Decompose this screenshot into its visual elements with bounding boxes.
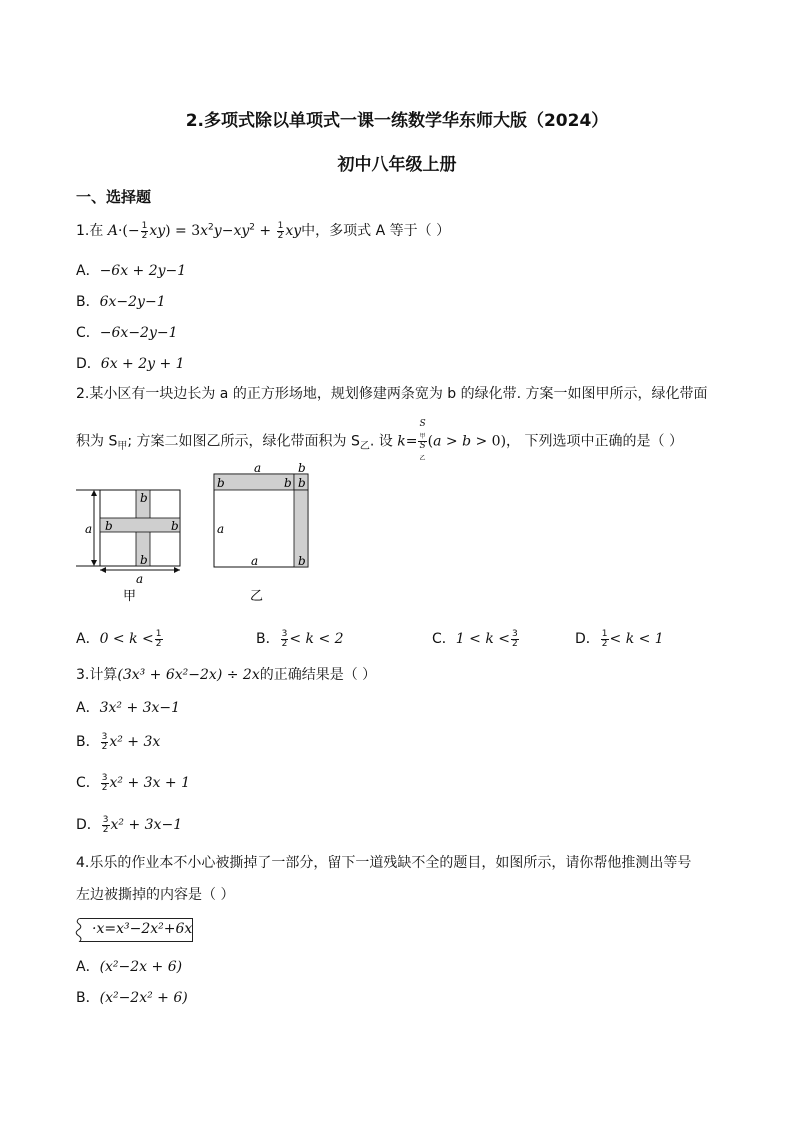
svg-text:b: b xyxy=(284,476,292,490)
svg-text:b: b xyxy=(298,554,306,568)
question-4-option-b[interactable]: B．(x²−2x² + 6) xyxy=(76,990,188,1006)
section-heading: 一、选择题 xyxy=(76,188,152,206)
svg-text:b: b xyxy=(298,462,306,475)
svg-text:a: a xyxy=(254,462,262,475)
question-3-option-c[interactable]: C． $\frac{3}{2}$ x² + 3x + 1 xyxy=(76,772,190,793)
document-subtitle: 初中八年级上册 xyxy=(337,155,457,175)
question-2-option-d[interactable]: D． $\frac{1}{2}$ < k < 1 xyxy=(575,628,664,649)
svg-text:b: b xyxy=(105,519,113,533)
question-2-option-c[interactable]: C．1 < k < $\frac{3}{2}$ xyxy=(432,628,518,649)
svg-text:b: b xyxy=(217,476,225,490)
question-4-option-a[interactable]: A．(x²−2x + 6) xyxy=(76,959,183,975)
question-2-option-a[interactable]: A．0 < k < $\frac{1}{2}$ xyxy=(76,628,162,649)
question-1-option-d[interactable]: D．6x + 2y + 1 xyxy=(76,356,185,372)
svg-text:b: b xyxy=(298,476,306,490)
question-1-option-c[interactable]: C．−6x−2y−1 xyxy=(76,325,178,341)
question-1-option-a[interactable]: A．−6x + 2y−1 xyxy=(76,263,187,279)
figure-jia-caption: 甲 xyxy=(123,589,137,602)
question-3-option-b[interactable]: B． $\frac{3}{2}$ x² + 3x xyxy=(76,731,161,752)
question-1-option-b[interactable]: B．6x−2y−1 xyxy=(76,294,166,310)
question-2-stem-line2: 积为 $S_甲$; 方案二如图乙所示，绿化带面积为 $S_乙$. 设 k= S $_甲$ S $_乙$ (a > b > 0)， 下列选项中正确的是（ ） xyxy=(76,419,683,462)
figure-jia xyxy=(76,480,188,602)
svg-text:b: b xyxy=(140,491,148,505)
svg-text:a: a xyxy=(251,554,259,568)
question-2-stem-line1: 2.某小区有一块边长为 a 的正方形场地，规划修建两条宽为 b 的绿化带. 方案一如图甲所示，绿化带面 xyxy=(76,386,708,402)
question-3-option-d[interactable]: D． $\frac{3}{2}$ x² + 3x−1 xyxy=(76,814,183,835)
figure-yi xyxy=(210,462,315,602)
torn-paper-box xyxy=(80,918,193,942)
svg-text:a: a xyxy=(136,572,144,586)
svg-text:b: b xyxy=(171,519,179,533)
question-3-option-a[interactable]: A．3x² + 3x−1 xyxy=(76,700,181,716)
question-2-option-b[interactable]: B． $\frac{3}{2}$ < k < 2 xyxy=(256,628,344,649)
svg-text:a: a xyxy=(217,522,225,536)
question-3-stem: 3.计算(3x³ + 6x²−2x) ÷ 2x的正确结果是（ ） xyxy=(76,667,377,683)
document-title: 2.多项式除以单项式一课一练数学华东师大版（2024） xyxy=(185,111,609,131)
torn-equation: ·x=x³−2x²+6x xyxy=(92,921,193,937)
question-4-stem-line1: 4.乐乐的作业本不小心被撕掉了一部分，留下一道残缺不全的题目，如图所示，请你帮他推测出等号 xyxy=(76,855,692,871)
svg-text:b: b xyxy=(140,553,148,567)
question-1-stem: 1.在 A·(− $\frac{1}{2}$ $xy) = 3x^2y-xy^2$ + $\frac{1}{2}$ xy中，多项式 A 等于（ ） xyxy=(76,220,451,241)
figure-yi-caption: 乙 xyxy=(250,589,264,602)
question-4-stem-line2: 左边被撕掉的内容是（ ） xyxy=(76,887,235,903)
torn-edge-icon xyxy=(74,918,84,942)
svg-text:a: a xyxy=(85,522,93,536)
